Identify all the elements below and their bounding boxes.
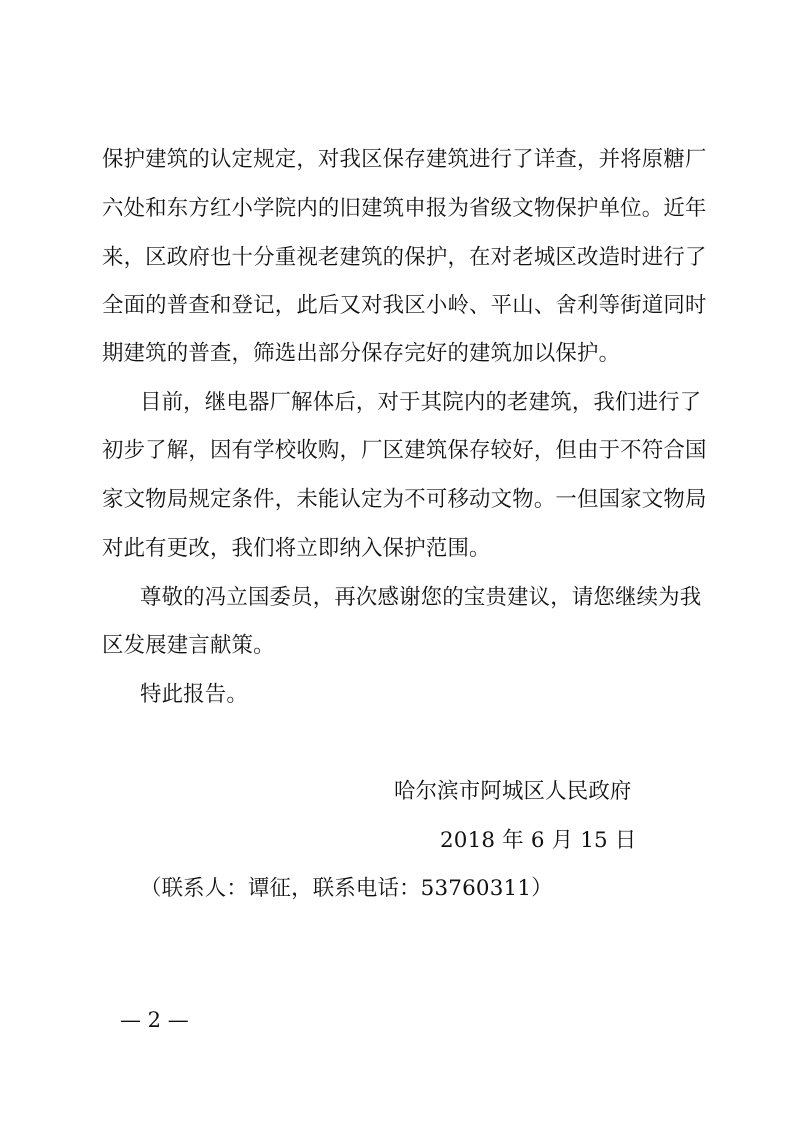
contact-info: （联系人：谭征，联系电话：53760311） xyxy=(140,876,553,901)
paragraph-4-line-1: 特此报告。 xyxy=(140,682,248,707)
paragraph-2-line-3: 家文物局规定条件，未能认定为不可移动文物。一但国家文物局 xyxy=(102,487,707,512)
paragraph-2-line-1: 目前，继电器厂解体后，对于其院内的老建筑，我们进行了 xyxy=(140,390,702,415)
paragraph-1-line-3: 来，区政府也十分重视老建筑的保护，在对老城区改造时进行了 xyxy=(102,245,707,270)
paragraph-3-line-2: 区发展建言献策。 xyxy=(102,633,275,658)
paragraph-3-line-1: 尊敬的冯立国委员，再次感谢您的宝贵建议，请您继续为我 xyxy=(140,585,702,610)
page-number: — 2 — xyxy=(120,1008,189,1032)
paragraph-1-line-2: 六处和东方红小学院内的旧建筑申报为省级文物保护单位。近年 xyxy=(102,196,707,221)
paragraph-2-line-2: 初步了解，因有学校收购，厂区建筑保存较好，但由于不符合国 xyxy=(102,438,707,463)
paragraph-1-line-1: 保护建筑的认定规定，对我区保存建筑进行了详查，并将原糖厂 xyxy=(102,147,707,172)
paragraph-1-line-4: 全面的普查和登记，此后又对我区小岭、平山、舍利等街道同时 xyxy=(102,293,707,318)
paragraph-1-line-5: 期建筑的普查，筛选出部分保存完好的建筑加以保护。 xyxy=(102,341,621,366)
paragraph-2-line-4: 对此有更改，我们将立即纳入保护范围。 xyxy=(102,536,491,561)
signature-organization: 哈尔滨市阿城区人民政府 xyxy=(394,779,632,804)
signature-date: 2018 年 6 月 15 日 xyxy=(440,828,637,853)
